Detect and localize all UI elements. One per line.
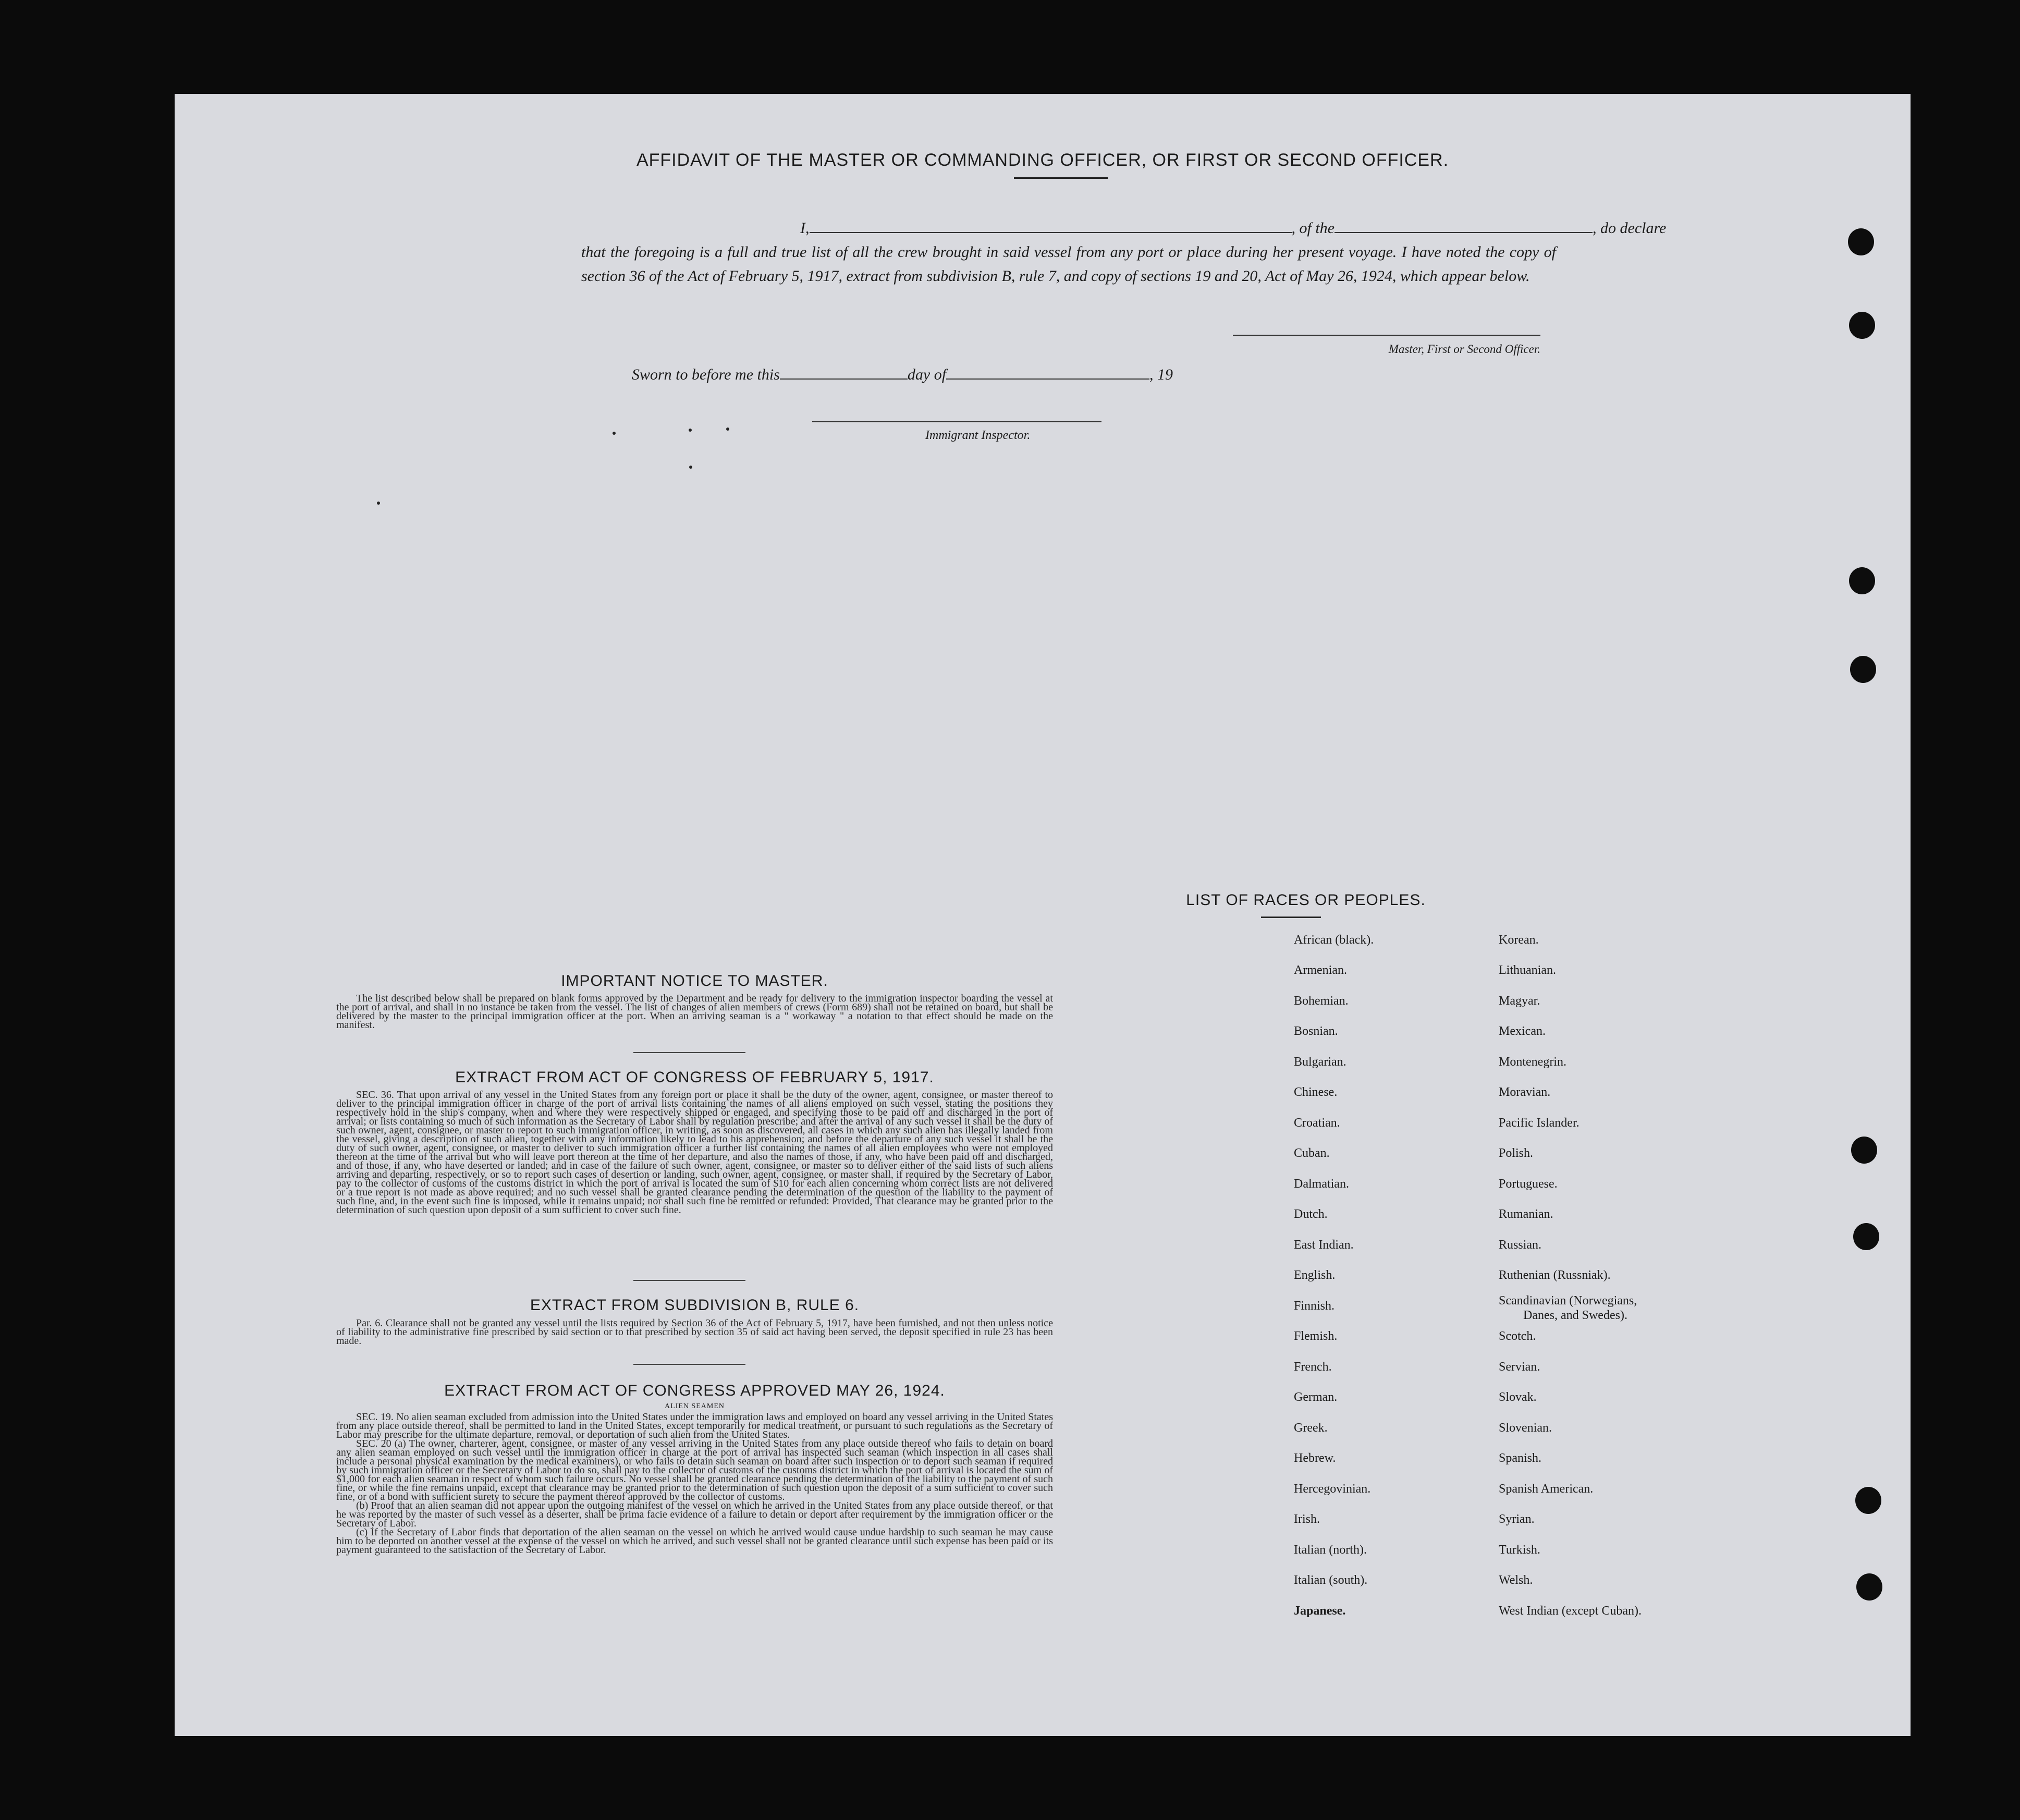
sworn-year-text: , 19	[1149, 366, 1173, 383]
alien-seamen-subheading: ALIEN SEAMEN	[664, 1402, 725, 1410]
punch-hole	[1848, 228, 1874, 255]
race-item: Welsh.	[1499, 1573, 1533, 1587]
race-item: German.	[1294, 1390, 1338, 1404]
inspector-signature-line[interactable]	[812, 421, 1101, 422]
race-item: Scandinavian (Norwegians,	[1499, 1294, 1637, 1308]
race-item: Finnish.	[1294, 1299, 1335, 1313]
speck	[726, 427, 729, 431]
notice-paragraph: The list described below shall be prepared on blank forms approved by the Department and be ready for delivery to the immigration inspector boarding the vessel at the port of arrival, and shall in no instance be taken from the vessel. The list of changes of alien members of crews (Form 689) shall not be retained on board, but shall be delivered by the master to the principal immigration officer at the port. When an arriving seaman is a " workaway " a notation to that effect should be made on the manifest.	[336, 993, 1053, 1031]
race-item: Japanese.	[1294, 1604, 1346, 1618]
punch-hole	[1856, 1573, 1882, 1601]
inspector-signature-label: Immigrant Inspector.	[925, 429, 1031, 442]
sworn-statement	[632, 366, 1173, 384]
race-item: Montenegrin.	[1499, 1055, 1566, 1069]
master-signature-line[interactable]	[1233, 335, 1540, 336]
race-item: Polish.	[1499, 1146, 1534, 1160]
race-item: Spanish.	[1499, 1451, 1542, 1465]
declaration-line	[581, 216, 1667, 240]
speck	[689, 429, 692, 432]
race-item: Hercegovinian.	[1294, 1482, 1371, 1496]
race-item: Syrian.	[1499, 1512, 1535, 1526]
title-rule	[1014, 177, 1108, 179]
affidavit-title: AFFIDAVIT OF THE MASTER OR COMMANDING OFFICER, OR FIRST OR SECOND OFFICER.	[636, 150, 1449, 170]
race-item: Dalmatian.	[1294, 1177, 1349, 1191]
punch-hole	[1855, 1487, 1881, 1514]
section-separator	[633, 1052, 745, 1053]
master-signature-label: Master, First or Second Officer.	[1388, 343, 1540, 356]
notice-text	[336, 994, 1053, 1030]
sworn-prefix: Sworn to before me this	[632, 366, 780, 383]
race-item: Mexican.	[1499, 1024, 1546, 1038]
declarant-name-blank[interactable]	[810, 221, 1292, 233]
month-blank[interactable]	[946, 367, 1149, 380]
section-separator	[633, 1280, 745, 1281]
sec-20a-paragraph: SEC. 20 (a) The owner, charterer, agent, consignee, or master of any vessel arriving in the United States from any place outside thereof who fails to detain on board any alien seaman employed on such vessel until the immigration officer in charge at the port of arrival has inspected such seaman (which inspection in all cases shall include a personal physical examination by the medical examiners), or who fails to detain such seaman on board after such inspection or to deport such seaman if required by such immigration officer or the Secretary of Labor to do so, shall pay to the collector of customs of the customs district in which the port of arrival is located the sum of $1,000 for each alien seaman in respect of whom such failure occurs. No vessel shall be granted clearance pending the determination of the liability to the payment of such fine, or while the fine remains unpaid, except that clearance may be granted prior to the determination of such question upon the deposit of a sum sufficient to cover such fine, or of a bond with sufficient surety to secure the payment thereof approved by the collector of customs.	[336, 1438, 1053, 1503]
extract-1924-text	[336, 1413, 1053, 1555]
race-item: Italian (north).	[1294, 1543, 1367, 1557]
race-item: Ruthenian (Russniak).	[1499, 1268, 1611, 1282]
speck	[377, 502, 380, 505]
of-the-text: , of the	[1291, 219, 1335, 237]
race-item-continuation: Danes, and Swedes).	[1523, 1309, 1627, 1322]
sec-20c-paragraph: (c) If the Secretary of Labor finds that deportation of the alien seaman on the vessel on which he arrived would cause undue hardship to such seaman he may cause him to be deported on another vessel at the expense of the vessel on which he arrived, and such vessel shall not be granted clearance until such expense has been paid or its payment guaranteed to the satisfaction of the Secretary of Labor.	[336, 1526, 1053, 1556]
race-item: Greek.	[1294, 1421, 1328, 1435]
race-item: Cuban.	[1294, 1146, 1330, 1160]
par-6-paragraph: Par. 6. Clearance shall not be granted any vessel until the lists required by Section 36 of the Act of February 5, 1917, have been furnished, and not then unless notice of liability to the administrative fine prescribed by said section or to that prescribed by section 35 of said act having been served, the deposit specified in rule 23 has been made.	[336, 1317, 1053, 1347]
sec-19-paragraph: SEC. 19. No alien seaman excluded from admission into the United States under the immigration laws and employed on board any vessel arriving in the United States from any place outside thereof, shall be permitted to land in the United States, except temporarily for medical treatment, or pursuant to such regulations as the Secretary of Labor may prescribe for the ultimate departure, removal, or deportation of such alien from the United States.	[336, 1411, 1053, 1440]
races-title-rule	[1261, 917, 1321, 918]
race-item: Spanish American.	[1499, 1482, 1594, 1496]
race-item: Servian.	[1499, 1360, 1540, 1374]
subdivision-b-text	[336, 1319, 1053, 1346]
speck	[689, 466, 692, 469]
section-separator	[633, 1364, 745, 1365]
punch-hole	[1853, 1223, 1879, 1250]
race-item: Pacific Islander.	[1499, 1116, 1580, 1130]
race-item: French.	[1294, 1360, 1332, 1374]
race-item: Lithuanian.	[1499, 963, 1556, 977]
punch-hole	[1849, 312, 1875, 339]
race-item: African (black).	[1294, 933, 1374, 947]
race-item: Italian (south).	[1294, 1573, 1368, 1587]
notice-heading: IMPORTANT NOTICE TO MASTER.	[561, 972, 828, 990]
race-item: Korean.	[1499, 933, 1539, 947]
race-item: Bosnian.	[1294, 1024, 1338, 1038]
race-item: Dutch.	[1294, 1207, 1328, 1221]
race-item: Bohemian.	[1294, 994, 1349, 1008]
race-item: Chinese.	[1294, 1085, 1338, 1099]
document-sheet	[175, 94, 1911, 1736]
punch-hole	[1849, 567, 1875, 594]
extract-1917-text	[336, 1091, 1053, 1215]
punch-hole	[1850, 656, 1876, 683]
extract-1924-heading: EXTRACT FROM ACT OF CONGRESS APPROVED MAY 26, 1924.	[444, 1382, 945, 1399]
sworn-day-text: day of	[907, 366, 947, 383]
race-item: Bulgarian.	[1294, 1055, 1346, 1069]
races-title: LIST OF RACES OR PEOPLES.	[1186, 891, 1426, 909]
affidavit-body: that the foregoing is a full and true list of all the crew brought in said vessel from any port or place during her present voyage. I have noted the copy of section 36 of the Act of February 5, 1917, extract from subdivision B, rule 7, and copy of sections 19 and 20, Act of May 26, 1924, which appear below.	[581, 243, 1556, 285]
day-blank[interactable]	[780, 367, 908, 380]
race-item: Slovak.	[1499, 1390, 1537, 1404]
race-item: Turkish.	[1499, 1543, 1540, 1557]
race-item: Armenian.	[1294, 963, 1347, 977]
race-item: East Indian.	[1294, 1238, 1354, 1252]
declarant-prefix: I,	[800, 219, 810, 237]
race-item: Magyar.	[1499, 994, 1540, 1008]
race-item: Russian.	[1499, 1238, 1542, 1252]
race-item: Flemish.	[1294, 1329, 1338, 1343]
race-item: Hebrew.	[1294, 1451, 1336, 1465]
vessel-name-blank[interactable]	[1335, 221, 1593, 233]
sec-20b-paragraph: (b) Proof that an alien seaman did not appear upon the outgoing manifest of the vessel on which he arrived in the United States from any place outside thereof, or that he was reported by the master of such vessel as a deserter, shall be prima facie evidence of a failure to detain or deport after requirement by the immigration officer or the Secretary of Labor.	[336, 1500, 1053, 1529]
extract-1917-heading: EXTRACT FROM ACT OF CONGRESS OF FEBRUARY 5, 1917.	[455, 1069, 934, 1086]
race-item: Croatian.	[1294, 1116, 1340, 1130]
affidavit-text	[581, 216, 1667, 288]
race-item: Portuguese.	[1499, 1177, 1558, 1191]
race-item: Moravian.	[1499, 1085, 1551, 1099]
speck	[613, 432, 616, 435]
sec-36-paragraph: SEC. 36. That upon arrival of any vessel in the United States from any foreign port or place it shall be the duty of the owner, agent, consignee, or master thereof to deliver to the principal immigration officer in charge of the port of arrival lists containing the names of all aliens employed on such vessel, stating the positions they respectively hold in the ship's company, when and where they were respectively shipped or engaged, and specifying those to be paid off and discharged in the port of arrival; or lists containing so much of such information as the Secretary of Labor shall by regulation prescribe; and after the arrival of any such vessel it shall be the duty of such owner, agent, consignee, or master to report to such immigration officer, in writing, as soon as discovered, all cases in which any such alien has illegally landed from the vessel, giving a description of such alien, together with any information likely to lead to his apprehension; and before the departure of any such vessel it shall be the duty of such owner, agent, consignee, or master to deliver to such immigration officer a further list containing the names of all alien employees who were not employed thereon at the time of the arrival but who will leave port thereon at the time of her departure, and also the names of those, if any, who have been paid off and discharged, and of those, if any, who have deserted or landed; and in case of the failure of such owner, agent, consignee, or master so to deliver either of the said lists of such aliens arriving and departing, respectively, or so to report such cases of desertion or landing, such owner, agent, consignee, or master shall, if required by the Secretary of Labor, pay to the collector of customs of the customs district in which the port of arrival is located the sum of $10 for each alien concerning whom correct lists are not delivered or a true report is not made as above required; and no such vessel shall be granted clearance pending the determination of the question of the liability to the payment of such fine, and, in the event such fine is imposed, while it remains unpaid; nor shall such fine be remitted or refunded: Provided, That clearance may be granted prior to the determination of such question upon deposit of a sum sufficient to cover such fine.	[336, 1089, 1053, 1216]
race-item: Scotch.	[1499, 1329, 1536, 1343]
race-item: Rumanian.	[1499, 1207, 1553, 1221]
race-item: West Indian (except Cuban).	[1499, 1604, 1642, 1618]
race-item: English.	[1294, 1268, 1336, 1282]
punch-hole	[1851, 1137, 1877, 1164]
race-item: Slovenian.	[1499, 1421, 1552, 1435]
race-item: Irish.	[1294, 1512, 1320, 1526]
do-declare-text: , do declare	[1593, 219, 1667, 237]
subdivision-b-heading: EXTRACT FROM SUBDIVISION B, RULE 6.	[530, 1297, 860, 1314]
